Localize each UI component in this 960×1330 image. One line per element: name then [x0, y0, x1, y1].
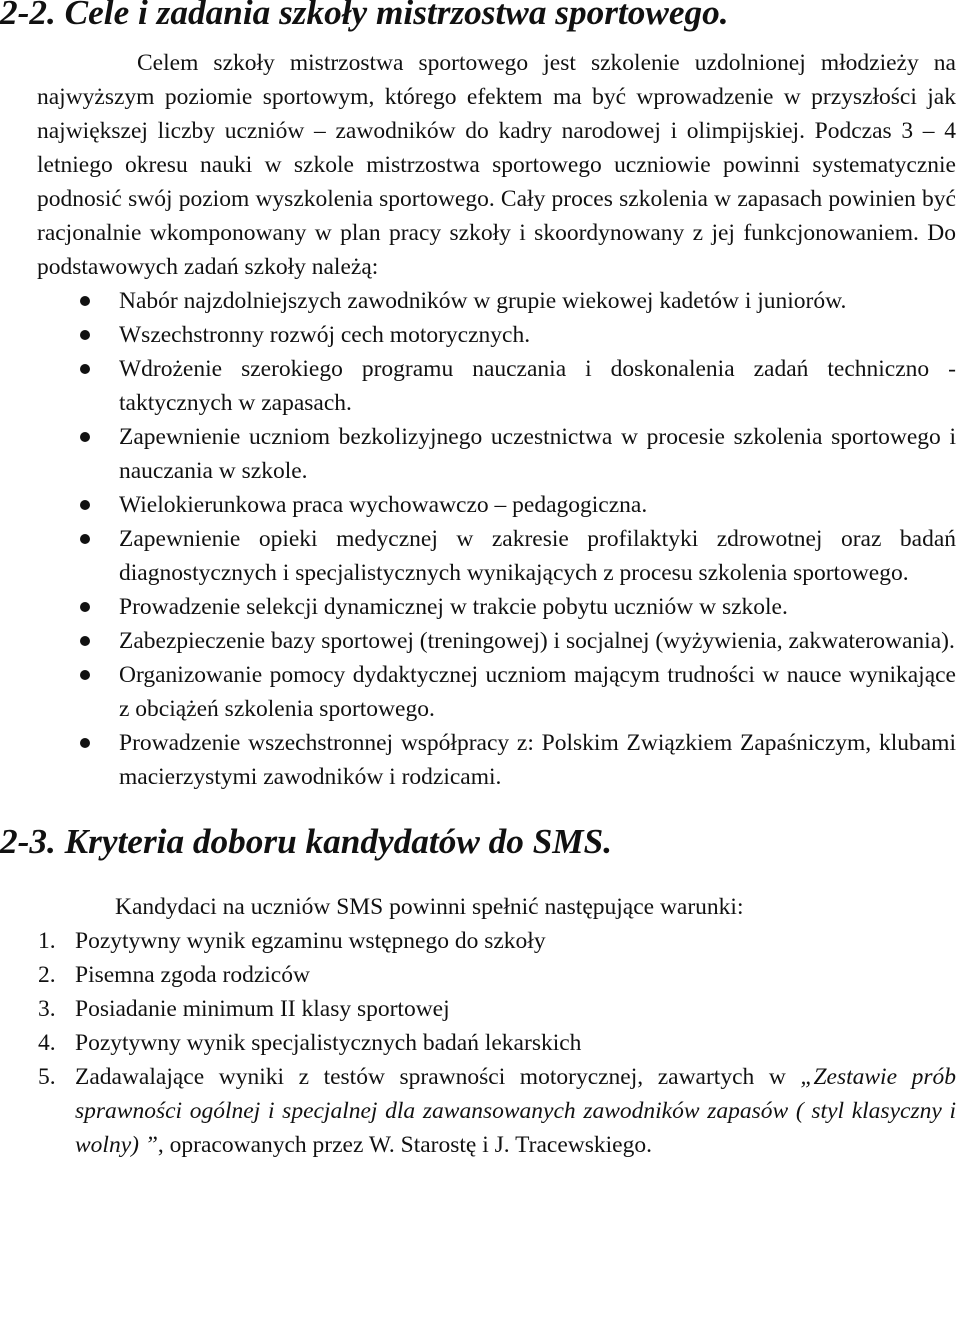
list-item — [119, 420, 956, 488]
list-item-text: Nabór najzdolniejszych zawodników w grupie wiekowej kadetów i juniorów. — [119, 288, 847, 314]
list-item-text: Pozytywny wynik specjalistycznych badań lekarskich — [75, 1030, 582, 1056]
list-item-text: Organizowanie pomocy dydaktycznej uczniom mającym trudności w nauce wynikające z obciążeń szkolenia sportowego. — [119, 662, 956, 722]
list-item — [119, 488, 956, 522]
list-item-text: Zabezpieczenie bazy sportowej (treningowej) i socjalnej (wyżywienia, zakwaterowania). — [119, 628, 955, 654]
list-item — [119, 624, 956, 658]
publication-title: „Zestawie prób sprawności ogólnej i specjalnej dla zawansowanych zawodników zapasów ( styl klasyczny i wolny) ” — [75, 1064, 956, 1158]
list-item-number: 2. — [38, 962, 56, 988]
list-item-text-after: , opracowanych przez W. Starostę i J. Tracewskiego. — [157, 1132, 652, 1158]
list-item — [119, 590, 956, 624]
bullet-icon — [80, 534, 90, 544]
list-item — [119, 318, 956, 352]
list-item-text: Wdrożenie szerokiego programu nauczania i doskonalenia zadań techniczno - taktycznych w zapasach. — [119, 356, 956, 416]
list-item — [119, 284, 956, 318]
bullet-icon — [80, 670, 90, 680]
tasks-list — [37, 284, 956, 794]
bullet-icon — [80, 602, 90, 612]
conditions-intro: Kandydaci na uczniów SMS powinni spełnić następujące warunki: — [115, 894, 744, 920]
list-item-text: Pozytywny wynik egzaminu wstępnego do szkoły — [75, 928, 546, 954]
list-item-text: Prowadzenie wszechstronnej współpracy z: Polskim Związkiem Zapaśniczym, klubami macierzystymi zawodników i rodzicami. — [119, 730, 956, 790]
list-item-number: 1. — [38, 928, 56, 954]
section-paragraph: Celem szkoły mistrzostwa sportowego jest szkolenie uzdolnionej młodzieży na najwyższym poziomie sportowym, którego efektem ma być wprowadzenie w przyszłości jak największej liczby uczniów – zawodników do kadry narodowej i olimpijskiej. Podczas 3 – 4 letniego okresu nauki w szkole mistrzostwa sportowego uczniowie powinni systematycznie podnosić swój poziom wyszkolenia sportowego. Cały proces szkolenia w zapasach powinien być racjonalnie wkomponowany w plan pracy szkoły i skoordynowany z jej funkcjonowaniem. Do podstawowych zadań szkoły należą: — [37, 50, 956, 280]
bullet-icon — [80, 738, 90, 748]
section-heading-2-2 — [0, 0, 956, 30]
list-item — [38, 1026, 956, 1060]
list-item — [38, 958, 956, 992]
list-item — [38, 1060, 956, 1162]
list-item — [38, 924, 956, 958]
list-item-text: Prowadzenie selekcji dynamicznej w trakcie pobytu uczniów w szkole. — [119, 594, 788, 620]
list-item-text: Posiadanie minimum II klasy sportowej — [75, 996, 450, 1022]
list-item — [119, 658, 956, 726]
section-title: Cele i zadania szkoły mistrzostwa sportowego. — [64, 0, 729, 32]
list-item — [119, 352, 956, 420]
list-item — [119, 726, 956, 794]
list-item-number: 3. — [38, 996, 56, 1022]
list-item-text: Wszechstronny rozwój cech motorycznych. — [119, 322, 531, 348]
bullet-icon — [80, 330, 90, 340]
list-item — [38, 992, 956, 1026]
bullet-icon — [80, 432, 90, 442]
list-item-text: Zapewnienie opieki medycznej w zakresie profilaktyki zdrowotnej oraz badań diagnostycznych i specjalistycznych wynikających z procesu szkolenia sportowego. — [119, 526, 956, 586]
bullet-icon — [80, 364, 90, 374]
list-item-text: Pisemna zgoda rodziców — [75, 962, 310, 988]
bullet-icon — [80, 296, 90, 306]
section-title: Kryteria doboru kandydatów do SMS. — [64, 822, 613, 861]
list-item-number: 4. — [38, 1030, 56, 1056]
list-item-number: 5. — [38, 1064, 56, 1090]
section-number: 2-2. — [0, 0, 56, 32]
section-number: 2-3. — [0, 822, 56, 861]
list-item — [119, 522, 956, 590]
section-heading-2-3 — [0, 822, 956, 861]
bullet-icon — [80, 500, 90, 510]
bullet-icon — [80, 636, 90, 646]
list-item-text: Wielokierunkowa praca wychowawczo – pedagogiczna. — [119, 492, 648, 518]
list-item-text: Zapewnienie uczniom bezkolizyjnego uczestnictwa w procesie szkolenia sportowego i nauczania w szkole. — [119, 424, 956, 484]
conditions-list — [37, 924, 956, 1162]
list-item-text-before: Zadawalające wyniki z testów sprawności motorycznej, zawartych w — [75, 1064, 801, 1090]
